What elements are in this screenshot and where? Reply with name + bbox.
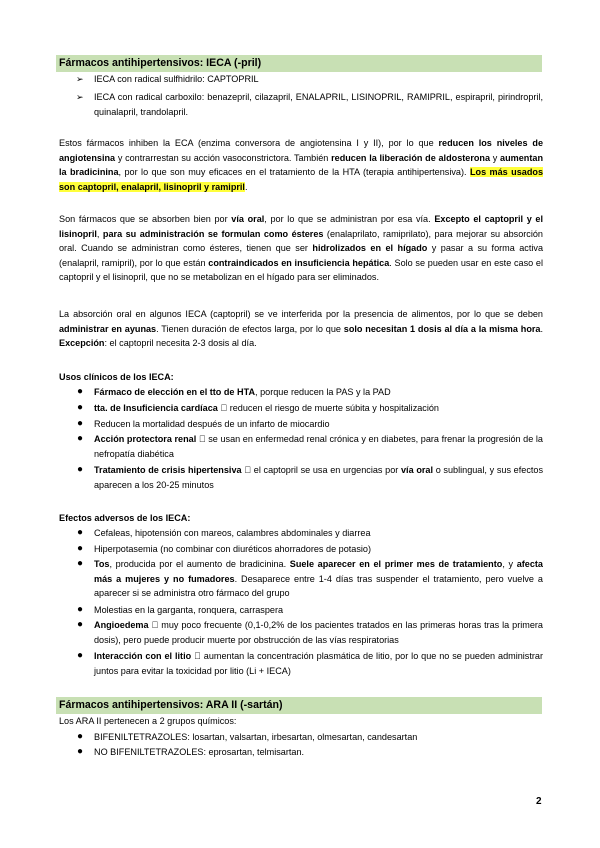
bullet-dot-icon: ● (77, 604, 84, 615)
ara-ii-group-item: BIFENILTETRAZOLES: losartan, valsartan, irbesartan, olmesartan, candesartan (94, 732, 418, 742)
section-heading-ieca: Fármacos antihipertensivos: IECA (-pril) (56, 55, 542, 72)
ieca-type-carboxilo: IECA con radical carboxilo: benazepril, cilazapril, ENALAPRIL, LISINOPRIL, RAMIPRIL, espirapril, pirindropril, quinalapril, trandolapril. (94, 92, 543, 117)
bullet-dot-icon: ● (77, 650, 84, 661)
highlighted-text: Los más usados son captopril, enalapril, lisinopril y ramipril (59, 167, 544, 192)
usos-clinicos-heading: Usos clínicos de los IECA: (59, 372, 174, 382)
ara-ii-intro: Los ARA II pertenecen a 2 grupos químicos: (59, 716, 237, 726)
bullet-dot-icon: ● (77, 558, 84, 569)
arrow-bullet-icon: ➢ (76, 74, 84, 84)
bullet-dot-icon: ● (77, 543, 84, 554)
paragraph-absorption: Son fármacos que se absorben bien por vía oral, por lo que se administran por esa vía. Excepto el captopril y el lisinopril, para su administración se formulan como ésteres (enalaprilato, ramiprilato), para mejorar su absorción oral. Cuando se administran como ésteres, tienen que ser hidrolizados en el hígado y pasar a su forma activa (enalapril, ramipril), por lo que están contraindicados en insuficiencia hepática. Solo se pueden usar en este caso el captopril y el lisinopril, que no se metabolizan en el hígado para ser eliminados. (59, 214, 544, 282)
bullet-dot-icon: ● (77, 418, 84, 429)
bullet-dot-icon: ● (77, 746, 84, 757)
paragraph-dosing: La absorción oral en algunos IECA (captopril) se ve interferida por la presencia de alimentos, por lo que se deben administrar en ayunas. Tienen duración de efectos larga, por lo que solo necesitan 1 dosis al día a la misma hora. Excepción: el captopril necesita 2-3 dosis al día. (59, 309, 544, 348)
paragraph-mechanism: Estos fármacos inhiben la ECA (enzima conversora de angiotensina I y II), por lo que reducen los niveles de angiotensina y contrarrestan su acción vasoconstrictora. También reducen la liberación de aldosterona y aumentan la bradicinina, por lo que son muy eficaces en el tratamiento de la HTA (terapia antihipertensiva). Los más usados son captopril, enalapril, lisinopril y ramipril. (59, 138, 544, 192)
ieca-type-sulfhidrilo: IECA con radical sulfhidrilo: CAPTOPRIL (94, 74, 259, 84)
efecto-item: Molestias en la garganta, ronquera, carraspera (94, 605, 284, 615)
efecto-item: Angioedema muy poco frecuente (0,1-0,2% de los pacientes tratados en las primeras horas tras la primera dosis), pero puede producir muerte por obstrucción de las vías respiratorias (94, 620, 543, 645)
efecto-item: Hiperpotasemia (no combinar con diuréticos ahorradores de potasio) (94, 544, 371, 554)
uso-item: Reducen la mortalidad después de un infarto de miocardio (94, 419, 330, 429)
bullet-dot-icon: ● (77, 402, 84, 413)
uso-item: tta. de Insuficiencia cardíaca reducen el riesgo de muerte súbita y hospitalización (94, 403, 430, 413)
bullet-dot-icon: ● (77, 464, 84, 475)
efecto-item: Interacción con el litio aumentan la concentración plasmática de litio, por lo que no se pueden administrar juntos para evitar la toxicidad por litio (Li + IECA) (94, 651, 543, 676)
page-number: 2 (536, 796, 542, 807)
section-heading-ara-ii: Fármacos antihipertensivos: ARA II (-sartán) (56, 697, 542, 714)
ara-ii-group-item: NO BIFENILTETRAZOLES: eprosartan, telmisartan. (94, 747, 305, 757)
bullet-dot-icon: ● (77, 433, 84, 444)
efecto-item: Cefaleas, hipotensión con mareos, calambres abdominales y diarrea (94, 528, 371, 538)
arrow-bullet-icon: ➢ (76, 92, 84, 102)
uso-item: Acción protectora renal se usan en enfermedad renal crónica y en diabetes, para frenar la progresión de la nefropatía diabética (94, 434, 543, 459)
bullet-dot-icon: ● (77, 619, 84, 630)
uso-item: Fármaco de elección en el tto de HTA, porque reducen la PAS y la PAD (94, 387, 391, 397)
efecto-item: Tos, producida por el aumento de bradicinina. Suele aparecer en el primer mes de tratamiento, y afecta más a mujeres y no fumadores. Desaparece entre 1-4 días tras suspender el tratamiento, pero vuelve a aparecer si se administra otro fármaco del grupo (94, 559, 543, 598)
uso-item: Tratamiento de crisis hipertensiva el captopril se usa en urgencias por vía oral o sublingual, y sus efectos aparecen a los 20-25 minutos (94, 465, 543, 490)
bullet-dot-icon: ● (77, 527, 84, 538)
bullet-dot-icon: ● (77, 386, 84, 397)
bullet-dot-icon: ● (77, 731, 84, 742)
efectos-adversos-heading: Efectos adversos de los IECA: (59, 513, 191, 523)
